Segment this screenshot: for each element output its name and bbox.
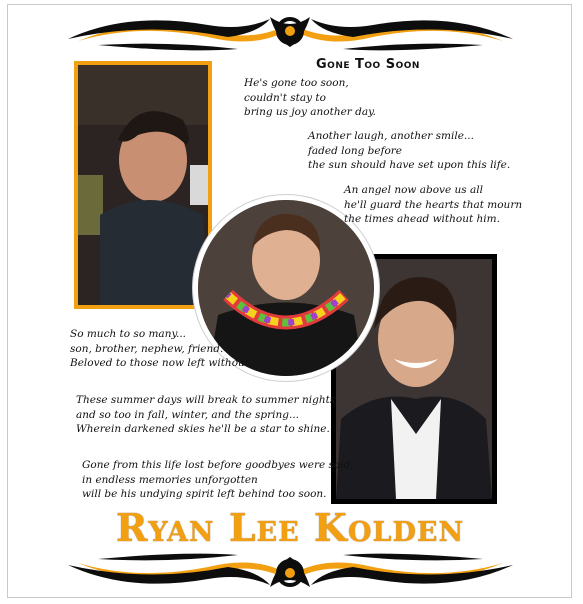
stanza-line: Wherein darkened skies he'll be a star to shine. xyxy=(76,423,330,435)
stanza-5 xyxy=(76,393,335,437)
stanza-line: Another laugh, another smile... xyxy=(308,130,474,142)
stanza-line: An angel now above us all xyxy=(344,184,483,196)
memorial-name: Ryan Lee Kolden xyxy=(115,505,465,550)
stanza-1 xyxy=(244,76,376,120)
stanza-line: faded long before xyxy=(308,144,403,157)
tribal-border-bottom-icon xyxy=(8,551,573,593)
tribal-border-top-icon xyxy=(8,11,573,53)
stanza-line: These summer days will break to summer nights xyxy=(76,394,336,406)
stanza-line: He's gone too soon, xyxy=(244,77,349,89)
stanza-line: son, brother, nephew, friend. xyxy=(70,342,224,355)
stanza-line: Gone from this life lost before goodbyes were said, xyxy=(82,459,354,471)
stanza-line: and so too in fall, winter, and the spring... xyxy=(76,408,300,421)
stanza-line: in endless memories unforgotten xyxy=(82,473,258,486)
stanza-line: the times ahead without him. xyxy=(344,213,500,225)
stanza-3 xyxy=(344,183,522,227)
stanza-line: bring us joy another day. xyxy=(244,106,377,118)
stanza-line: the sun should have set upon this life. xyxy=(308,159,511,171)
stanza-line: So much to so many... xyxy=(70,328,187,340)
stanza-line: Beloved to those now left without. xyxy=(70,357,253,369)
poem-title: Gone Too Soon xyxy=(316,57,420,72)
memorial-page xyxy=(7,4,572,598)
stanza-line: he'll guard the hearts that mourn xyxy=(344,198,523,211)
stanza-6 xyxy=(82,458,354,502)
stanza-4 xyxy=(70,327,252,371)
stanza-line: will be his undying spirit left behind too soon. xyxy=(82,488,327,500)
stanza-2 xyxy=(308,129,510,173)
photo-portrait-left xyxy=(74,61,212,309)
stanza-line: couldn't stay to xyxy=(244,91,326,104)
